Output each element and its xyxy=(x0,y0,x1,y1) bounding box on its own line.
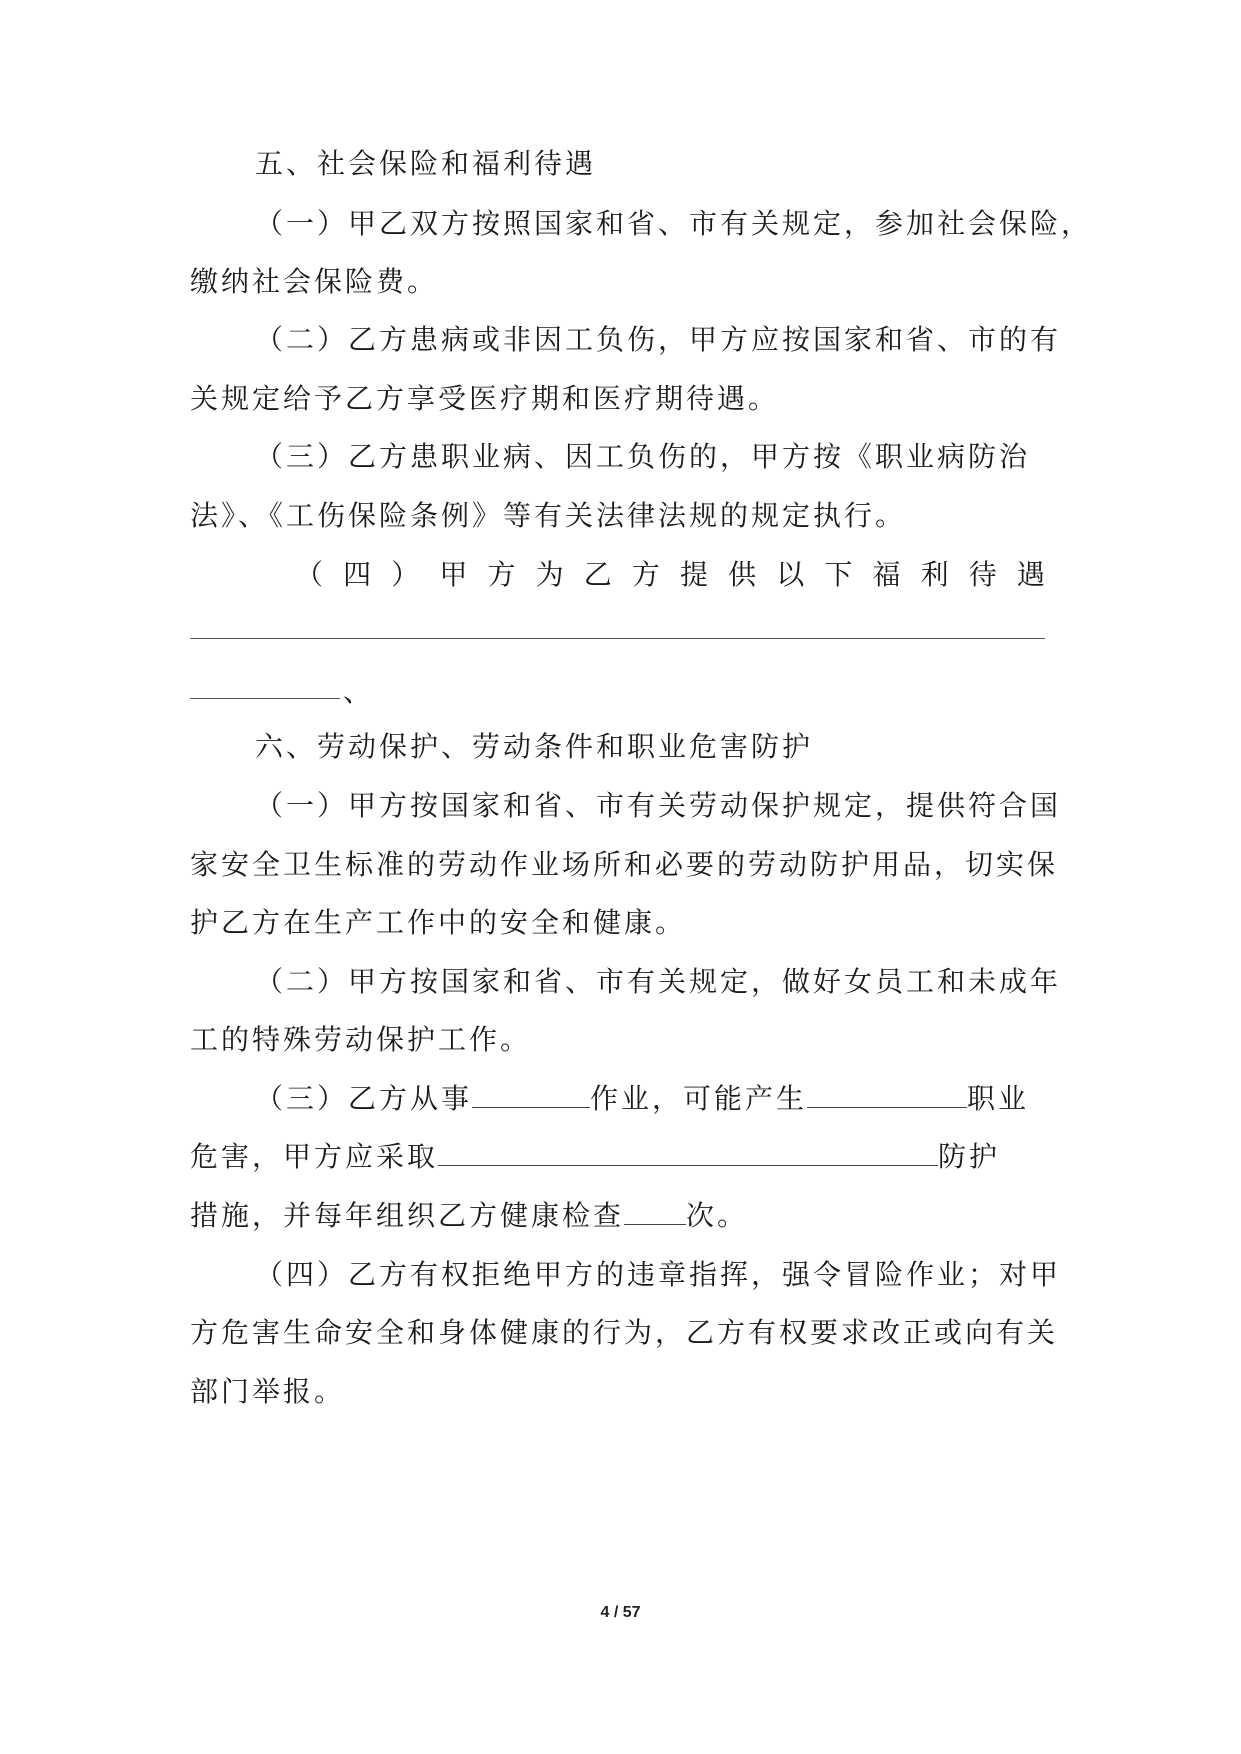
p4-char: 以 xyxy=(776,558,805,591)
section-6-para-3-line-2 xyxy=(190,1137,1000,1177)
section-6-para-2-line-1: （二）甲方按国家和省、市有关规定，做好女员工和未成年 xyxy=(255,965,1062,998)
section-6-para-3-line-1 xyxy=(255,1079,1029,1119)
p4-char: 利 xyxy=(920,558,949,591)
section-6-para-1-line-2: 家安全卫生标准的劳动作业场所和必要的劳动防护用品，切实保 xyxy=(190,848,1059,881)
p4-char: 方 xyxy=(487,558,516,591)
page-number: 4 / 57 xyxy=(600,1604,641,1621)
section-5-heading: 五、社会保险和福利待遇 xyxy=(255,147,597,180)
blank-end-mark: 、 xyxy=(343,675,375,708)
p3-text: 危害，甲方应采取 xyxy=(190,1140,439,1173)
fill-in-blank-long xyxy=(190,638,1045,639)
p3-text: 次。 xyxy=(686,1199,749,1232)
section-6-para-3-line-3 xyxy=(190,1196,748,1236)
section-6-para-1-line-1: （一）甲方按国家和省、市有关劳动保护规定，提供符合国 xyxy=(255,789,1062,822)
section-6-para-4-line-1: （四）乙方有权拒绝甲方的违章指挥，强令冒险作业；对甲 xyxy=(255,1258,1062,1291)
blank-checkup-count-field xyxy=(624,1196,686,1225)
section-6-para-2-line-2: 工的特殊劳动保护工作。 xyxy=(190,1023,532,1056)
section-5-para-3-line-1: （三）乙方患职业病、因工负伤的，甲方按《职业病防治 xyxy=(255,440,1031,473)
blank-measures-field xyxy=(438,1137,938,1166)
p3-text: 职业 xyxy=(967,1082,1030,1115)
blank-job-field xyxy=(472,1079,590,1108)
p4-char: 乙 xyxy=(583,558,612,591)
p4-char: 甲 xyxy=(439,558,468,591)
fill-in-blank-short xyxy=(190,698,340,699)
p3-text: 措施，并每年组织乙方健康检查 xyxy=(190,1199,625,1232)
p4-char: 遇 xyxy=(1016,558,1045,591)
section-5-para-1-line-2: 缴纳社会保险费。 xyxy=(190,265,439,298)
section-5-para-4-line-1 xyxy=(295,555,1045,595)
p3-text: （三）乙方从事 xyxy=(255,1082,473,1115)
p4-char: ） xyxy=(391,558,420,591)
p4-char: 四 xyxy=(343,558,372,591)
p4-char: 下 xyxy=(824,558,853,591)
p4-char: 为 xyxy=(535,558,564,591)
section-5-para-2-line-2: 关规定给予乙方享受医疗期和医疗期待遇。 xyxy=(190,382,780,415)
section-6-para-4-line-2: 方危害生命安全和身体健康的行为，乙方有权要求改正或向有关 xyxy=(190,1316,1059,1349)
p3-text: 作业，可能产生 xyxy=(590,1082,808,1115)
p4-char: 福 xyxy=(872,558,901,591)
p4-char: 提 xyxy=(680,558,709,591)
section-6-heading: 六、劳动保护、劳动条件和职业危害防护 xyxy=(255,730,814,763)
p4-char: （ xyxy=(295,558,324,591)
p4-char: 待 xyxy=(968,558,997,591)
blank-hazard-field xyxy=(807,1079,967,1108)
section-5-para-1-line-1: （一）甲乙双方按照国家和省、市有关规定，参加社会保险， xyxy=(255,207,1093,240)
section-5-para-3-line-2: 法》、《工伤保险条例》等有关法律法规的规定执行。 xyxy=(190,499,907,532)
p4-char: 方 xyxy=(631,558,660,591)
p4-char: 供 xyxy=(728,558,757,591)
section-6-para-4-line-3: 部门举报。 xyxy=(190,1375,346,1408)
section-6-para-1-line-3: 护乙方在生产工作中的安全和健康。 xyxy=(190,906,687,939)
p3-text: 防护 xyxy=(938,1140,1001,1173)
section-5-para-2-line-1: （二）乙方患病或非因工负伤，甲方应按国家和省、市的有 xyxy=(255,323,1062,356)
